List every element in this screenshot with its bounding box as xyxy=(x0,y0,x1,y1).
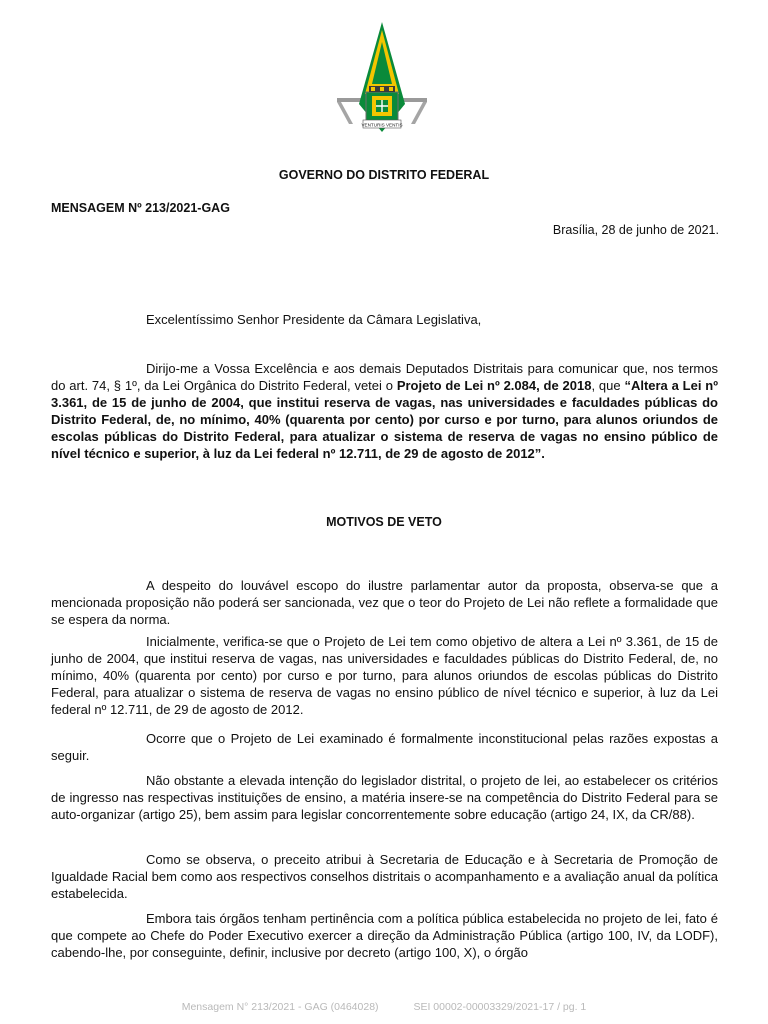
body-paragraph: Não obstante a elevada intenção do legislador distrital, o projeto de lei, ao estabelecer os critérios de ingresso nas respectivas instituições de ensino, a matéria insere-se na competência do Distrito Federal para se auto-organizar (artigo 25), bem assim para legislar concorrentemente sobre educação (artigo 24, IX, da CR/88). xyxy=(51,773,718,822)
df-coat-of-arms-icon xyxy=(329,20,435,138)
salutation: Excelentíssimo Senhor Presidente da Câmara Legislativa, xyxy=(146,312,482,327)
intro-paragraph xyxy=(51,360,718,462)
body-paragraph: Como se observa, o preceito atribui à Secretaria de Educação e à Secretaria de Promoção de Igualdade Racial bem como aos respectivos conselhos distritais o acompanhamento e a avaliação anual da política estabelecida. xyxy=(51,852,718,901)
section-title-motivos: MOTIVOS DE VETO xyxy=(326,515,442,529)
intro-text-1: Dirijo-me a Vossa Excelência e aos demais Deputados Distritais para comunicar que, nos termos do art. 74, § 1º, da Lei Orgânica do Distrito Federal, vetei o xyxy=(51,361,718,393)
body-paragraph: Inicialmente, verifica-se que o Projeto de Lei tem como objetivo de altera a Lei nº 3.361, de 15 de junho de 2004, que institui reserva de vagas, nas universidades e faculdades públicas do Distrito Federal, de, no mínimo, 40% (quarenta por cento) por curso e por turno, para alunos oriundos de escolas públicas do Distrito Federal, para atualizar o sistema de reserva de vagas no ensino público de nível técnico e superior, à luz da Lei federal nº 12.711, de 29 de agosto de 2012. xyxy=(51,634,718,717)
page-footer xyxy=(0,1001,768,1013)
emblem-motto: VENTURIS VENTIS xyxy=(361,122,403,128)
footer-sei-ref: SEI 00002-00003329/2021-17 / pg. 1 xyxy=(413,1001,587,1013)
place-date: Brasília, 28 de junho de 2021. xyxy=(552,223,719,237)
body-paragraph: Ocorre que o Projeto de Lei examinado é formalmente inconstitucional pelas razões expostas a seguir. xyxy=(51,731,718,763)
intro-text-2: , que xyxy=(591,378,625,393)
footer-document-ref: Mensagem N° 213/2021 - GAG (0464028) xyxy=(181,1001,379,1013)
message-number: MENSAGEM Nº 213/2021-GAG xyxy=(51,201,230,215)
bill-reference: Projeto de Lei nº 2.084, de 2018 xyxy=(396,378,592,393)
body-paragraph: Embora tais órgãos tenham pertinência com a política pública estabelecida no projeto de lei, fato é que compete ao Chefe do Poder Executivo exercer a direção da Administração Pública (artigo 100, IV, da LODF), cabendo-lhe, por conseguinte, definir, inclusive por decreto (artigo 100, X), o órgão xyxy=(51,911,718,960)
body-paragraph: A despeito do louvável escopo do ilustre parlamentar autor da proposta, observa-se que a mencionada proposição não poderá ser sancionada, vez que o teor do Projeto de Lei não reflete a formalidade que se espera da norma. xyxy=(51,578,718,627)
page-title: GOVERNO DO DISTRITO FEDERAL xyxy=(278,168,490,182)
bill-summary: “Altera a Lei nº 3.361, de 15 de junho de 2004, que institui reserva de vagas, nas universidades e faculdades públicas do Distrito Federal, de, no mínimo, 40% (quarenta por cento) por curso e por turno, para alunos oriundos de escolas públicas do Distrito Federal, para atualizar o sistema de reserva de vagas no ensino público de nível técnico e superior, à luz da Lei federal nº 12.711, de 29 de agosto de 2012”. xyxy=(51,378,718,461)
